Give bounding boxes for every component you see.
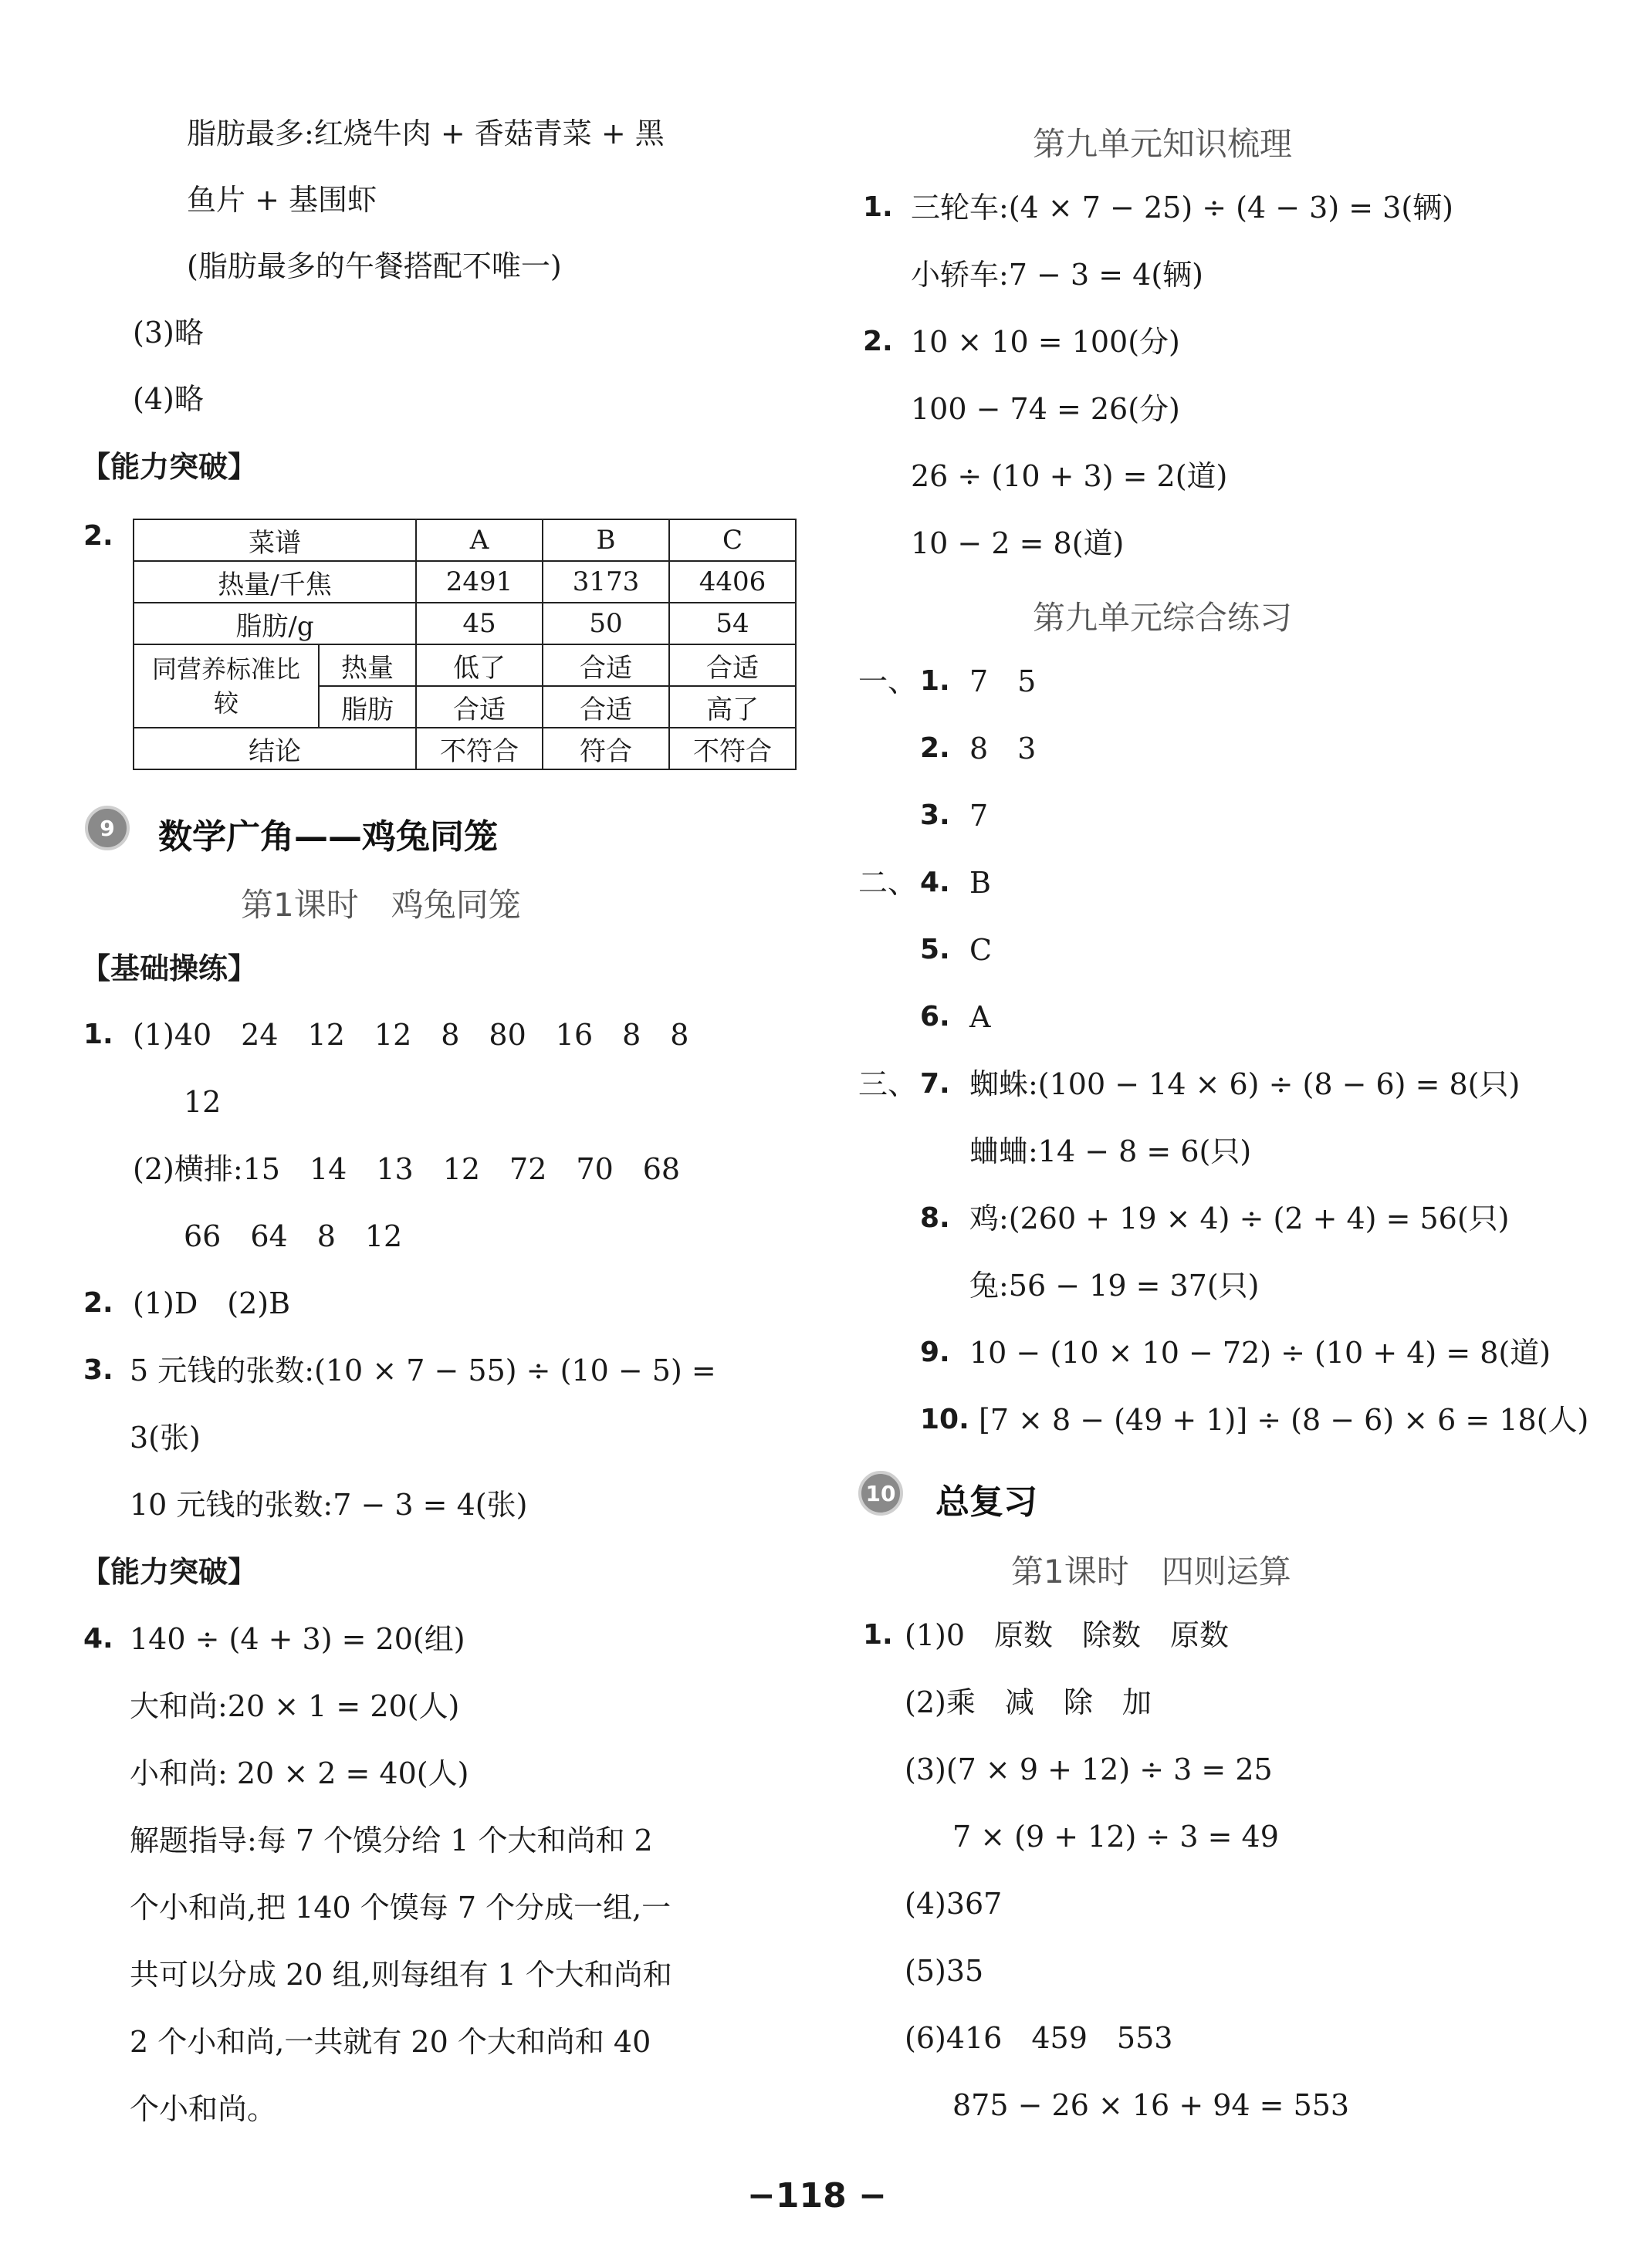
chapter-title-9: 数学广角——鸡兔同笼 [158, 817, 498, 857]
answer-line: (1)40 24 12 12 8 80 16 8 8 [133, 1018, 689, 1052]
question-number-r1: 1. [863, 191, 893, 223]
answer-line: 100 − 74 = 26(分) [911, 392, 1180, 426]
table-cell: 50 [543, 603, 669, 644]
table-cell: 合适 [543, 686, 669, 728]
answer-line: (3)(7 × 9 + 12) ÷ 3 = 25 [905, 1753, 1273, 1786]
table-cell: 脂肪/g [134, 603, 416, 644]
nutrition-table [133, 519, 797, 770]
question-number: 10. [920, 1404, 969, 1435]
answer-line: (2)横排:15 14 13 12 72 70 68 [133, 1152, 681, 1186]
question-number: 4. [920, 867, 950, 898]
answer-line: 10 − 2 = 8(道) [911, 526, 1125, 560]
question-number: 5. [920, 934, 950, 965]
answer-line: (5)35 [905, 1954, 984, 1988]
question-number-r2: 2. [863, 326, 893, 357]
section-heading-basic: 【基础操练】 [81, 951, 258, 985]
answer-line: 个小和尚。 [130, 2092, 277, 2126]
answer-line: 兔:56 − 19 = 37(只) [969, 1269, 1260, 1303]
answer-line: (2)乘 减 除 加 [905, 1685, 1152, 1719]
answer-line: 大和尚:20 × 1 = 20(人) [130, 1689, 460, 1723]
answer-line: 7 5 [969, 664, 1037, 698]
table-cell: 高了 [669, 686, 796, 728]
question-number-2: 2. [83, 520, 113, 552]
table-cell: 不符合 [669, 728, 796, 769]
table-cell: 54 [669, 603, 796, 644]
answer-line: 7 [969, 799, 989, 833]
left-line-2: 鱼片 + 基围虾 [187, 183, 377, 217]
question-number: 9. [920, 1337, 950, 1368]
section-marker-2: 二、 [858, 866, 918, 900]
table-cell: 热量/千焦 [134, 561, 416, 603]
answer-line: 140 ÷ (4 + 3) = 20(组) [130, 1622, 465, 1656]
answer-line: 共可以分成 20 组,则每组有 1 个大和尚和 [130, 1958, 672, 1992]
answer-line: (1)D (2)B [133, 1286, 291, 1320]
question-number: 2. [920, 732, 950, 764]
question-number: 7. [920, 1068, 950, 1100]
question-number: 6. [920, 1001, 950, 1033]
question-number: 3. [920, 799, 950, 831]
answer-line: 8 3 [969, 732, 1037, 766]
answer-line: 12 [184, 1085, 222, 1119]
chapter-10-badge-icon: 10 [858, 1471, 903, 1516]
answer-line: 5 元钱的张数:(10 × 7 − 55) ÷ (10 − 5) = [130, 1354, 716, 1388]
question-number-b2: 2. [83, 1287, 113, 1319]
section-marker-3: 三、 [858, 1067, 918, 1101]
answer-line: 鸡:(260 + 19 × 4) ÷ (2 + 4) = 56(只) [969, 1202, 1510, 1235]
section-marker-1: 一、 [858, 664, 918, 698]
answer-line: 2 个小和尚,一共就有 20 个大和尚和 40 [130, 2025, 651, 2059]
question-number-b4: 4. [83, 1623, 113, 1655]
answer-line: (6)416 459 553 [905, 2021, 1173, 2055]
answer-line: (1)0 原数 除数 原数 [905, 1618, 1230, 1652]
chapter-title-10: 总复习 [935, 1482, 1037, 1522]
table-cell: 低了 [416, 644, 543, 686]
unit9-practice-title: 第九单元综合练习 [1033, 599, 1293, 637]
section-heading-ability-1: 【能力突破】 [81, 450, 258, 484]
question-number-b3: 3. [83, 1354, 113, 1386]
lesson-title-right: 第1课时 四则运算 [1011, 1553, 1291, 1590]
table-group-label: 同营养标准比较 [134, 644, 319, 728]
answer-line: 7 × (9 + 12) ÷ 3 = 49 [952, 1820, 1279, 1854]
table-cell: 3173 [543, 561, 669, 603]
table-cell: 45 [416, 603, 543, 644]
table-cell: 合适 [669, 644, 796, 686]
table-cell: 4406 [669, 561, 796, 603]
table-cell: 脂肪 [319, 686, 416, 728]
answer-line: 10 × 10 = 100(分) [911, 325, 1180, 359]
answer-line: 875 − 26 × 16 + 94 = 553 [952, 2088, 1350, 2122]
page-number: −118 − [747, 2176, 887, 2216]
table-cell: 热量 [319, 644, 416, 686]
lesson-title-left: 第1课时 鸡兔同笼 [241, 886, 521, 924]
answer-line: A [969, 1000, 991, 1034]
answer-line: 小和尚: 20 × 2 = 40(人) [130, 1756, 469, 1790]
table-header-cell: B [543, 519, 669, 561]
chapter-9-badge-icon: 9 [85, 806, 130, 850]
table-header-cell: A [416, 519, 543, 561]
table-header-cell: C [669, 519, 796, 561]
table-cell: 结论 [134, 728, 416, 769]
answer-line: 10 − (10 × 10 − 72) ÷ (10 + 4) = 8(道) [969, 1336, 1551, 1370]
left-line-4: (3)略 [133, 316, 204, 350]
answer-line: 个小和尚,把 140 个馍每 7 个分成一组,一 [130, 1891, 672, 1925]
table-cell: 合适 [543, 644, 669, 686]
table-cell: 合适 [416, 686, 543, 728]
answer-line: 66 64 8 12 [184, 1219, 403, 1253]
answer-line: 3(张) [130, 1421, 201, 1455]
answer-line: 三轮车:(4 × 7 − 25) ÷ (4 − 3) = 3(辆) [911, 191, 1453, 225]
answer-line: 小轿车:7 − 3 = 4(辆) [911, 258, 1203, 292]
answer-line: 10 元钱的张数:7 − 3 = 4(张) [130, 1488, 528, 1522]
question-number: 8. [920, 1202, 950, 1234]
left-line-3: (脂肪最多的午餐搭配不唯一) [187, 249, 562, 283]
unit9-review-title: 第九单元知识梳理 [1033, 125, 1293, 163]
answer-line: 26 ÷ (10 + 3) = 2(道) [911, 459, 1228, 493]
table-cell: 2491 [416, 561, 543, 603]
answer-line: 蛐蛐:14 − 8 = 6(只) [969, 1134, 1252, 1168]
table-cell: 符合 [543, 728, 669, 769]
left-line-5: (4)略 [133, 382, 204, 416]
answer-line: 解题指导:每 7 个馍分给 1 个大和尚和 2 [130, 1824, 653, 1857]
answer-line: 蜘蛛:(100 − 14 × 6) ÷ (8 − 6) = 8(只) [969, 1067, 1521, 1101]
question-number: 1. [920, 665, 950, 697]
answer-line: [7 × 8 − (49 + 1)] ÷ (8 − 6) × 6 = 18(人) [979, 1403, 1589, 1437]
left-line-1: 脂肪最多:红烧牛肉 + 香菇青菜 + 黑 [187, 117, 665, 150]
answer-line: (4)367 [905, 1887, 1003, 1921]
answer-line: C [969, 933, 993, 967]
table-cell: 不符合 [416, 728, 543, 769]
question-number-z1: 1. [863, 1619, 893, 1651]
answer-line: B [969, 866, 991, 900]
table-header-cell: 菜谱 [134, 519, 416, 561]
question-number-b1: 1. [83, 1019, 113, 1050]
section-heading-ability-2: 【能力突破】 [81, 1555, 258, 1589]
